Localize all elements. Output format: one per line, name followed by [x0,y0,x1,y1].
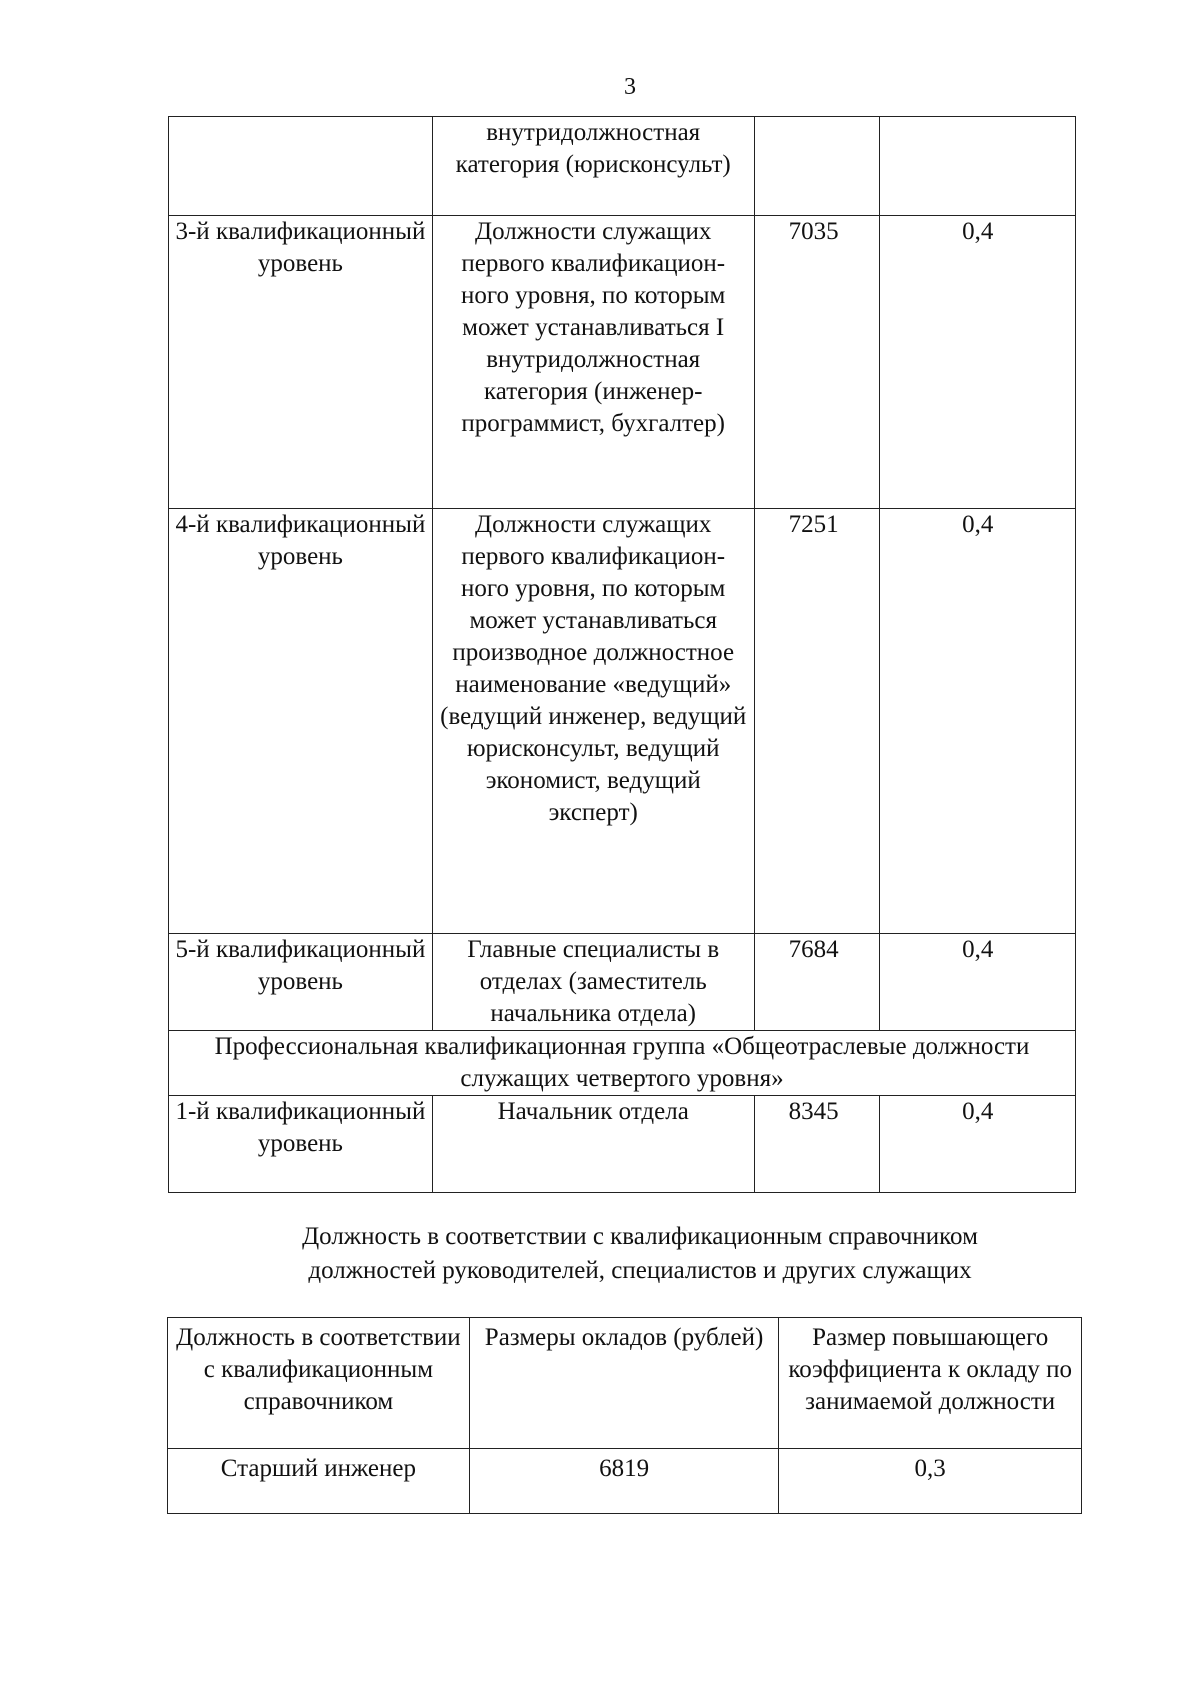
level-cell: 3-й квалификационный уровень [169,216,433,509]
salary-cell: 7035 [754,216,880,509]
section-title-line: должностей руководителей, специалистов и других служащих [308,1257,972,1284]
salary-table-continued [168,116,1076,1193]
salary-cell [754,117,880,216]
position-cell: Должности служащих первого квалификацион-ного уровня, по которым может устанавливаться I внутридолжностная категория (инженер-программист, бухгалтер) [432,216,754,509]
table-row [168,1449,1082,1514]
position-salary-table [167,1317,1082,1514]
position-cell: Старший инженер [168,1449,470,1514]
salary-cell: 7684 [754,934,880,1031]
position-cell: Должности служащих первого квалификацион-ного уровня, по которым может устанавливаться производное должностное наименование «ведущий» (ведущий инженер, ведущий юрисконсульт, ведущий экономист, ведущий эксперт) [432,509,754,934]
table-row [169,1096,1076,1193]
coefficient-cell [880,117,1076,216]
group-header-row [169,1031,1076,1096]
coefficient-cell: 0,4 [880,1096,1076,1193]
position-cell: Начальник отдела [432,1096,754,1193]
table-row [169,509,1076,934]
salary-cell: 8345 [754,1096,880,1193]
level-cell [169,117,433,216]
header-position: Должность в соответствии с квалификационным справочником [168,1318,470,1449]
salary-cell: 6819 [469,1449,779,1514]
section-title-line: Должность в соответствии с квалификационным справочником [302,1223,978,1250]
section-title [140,1220,1140,1288]
coefficient-cell: 0,4 [880,216,1076,509]
level-cell: 5-й квалификационный уровень [169,934,433,1031]
coefficient-cell: 0,4 [880,509,1076,934]
table-row [169,117,1076,216]
page-number: 3 [624,74,636,100]
table-row [169,934,1076,1031]
position-cell: Главные специалисты в отделах (заместитель начальника отдела) [432,934,754,1031]
coefficient-cell: 0,3 [779,1449,1082,1514]
header-row [168,1318,1082,1449]
table-row [169,216,1076,509]
salary-cell: 7251 [754,509,880,934]
header-salary: Размеры окладов (рублей) [469,1318,779,1449]
header-coefficient: Размер повышающего коэффициента к окладу по занимаемой должности [779,1318,1082,1449]
level-cell: 1-й квалификационный уровень [169,1096,433,1193]
coefficient-cell: 0,4 [880,934,1076,1031]
position-cell: внутридолжностная категория (юрисконсульт) [432,117,754,216]
group-header: Профессиональная квалификационная группа «Общеотраслевые должности служащих четвертого уровня» [169,1031,1076,1096]
level-cell: 4-й квалификационный уровень [169,509,433,934]
